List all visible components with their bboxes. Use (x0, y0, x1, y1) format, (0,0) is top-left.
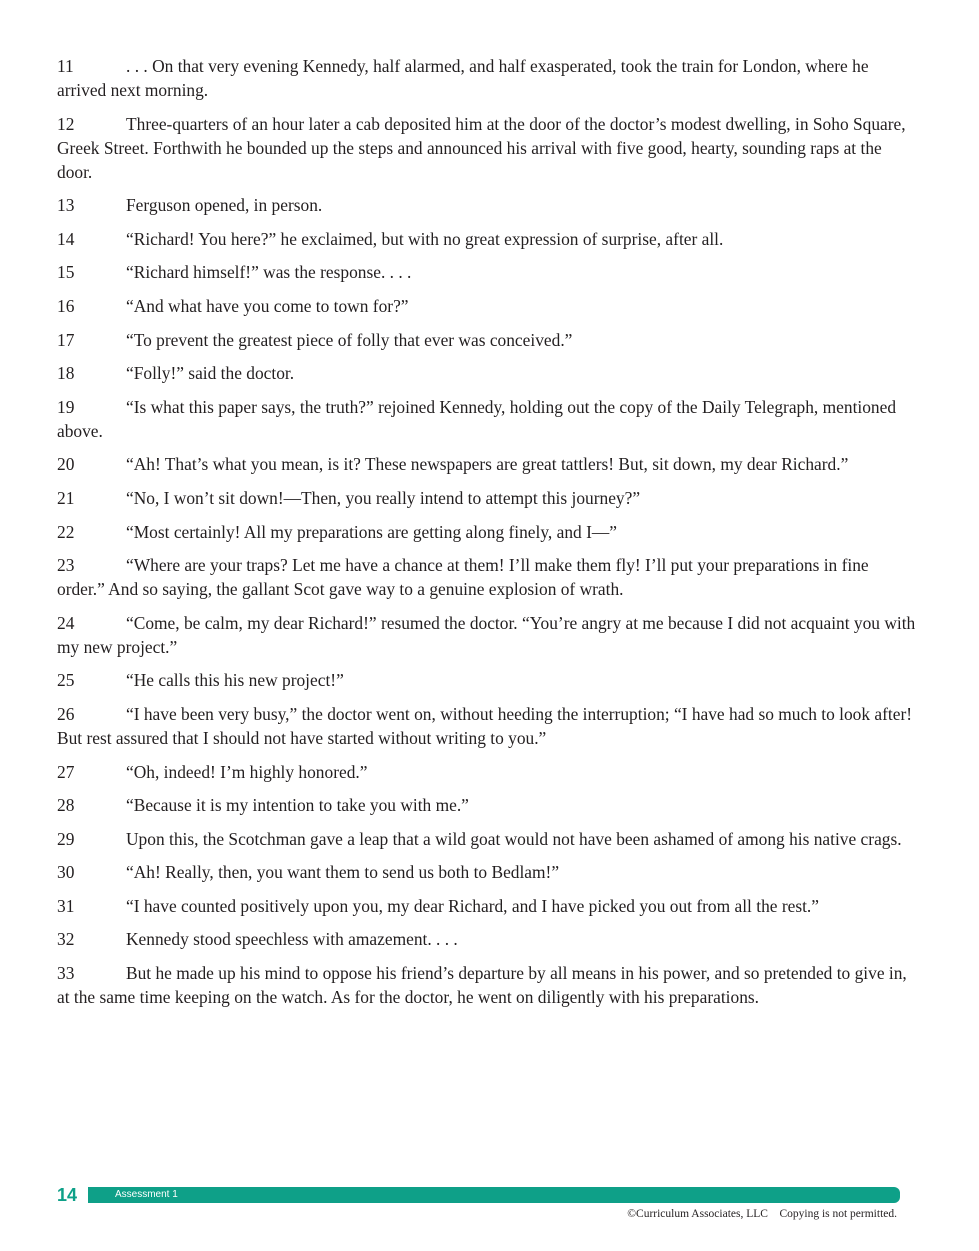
paragraph-16 (57, 294, 917, 318)
paragraph-number: 27 (57, 761, 75, 782)
paragraph-21 (57, 486, 917, 510)
paragraph-19 (57, 395, 917, 443)
paragraph-text: “Come, be calm, my dear Richard!” resumed the doctor. “You’re angry at me because I did not acquaint you with my new project.” (57, 612, 916, 657)
paragraph-number: 22 (57, 521, 75, 542)
paragraph-15 (57, 260, 917, 284)
paragraph-text: Upon this, the Scotchman gave a leap that a wild goat would not have been ashamed of among his native crags. (126, 828, 902, 849)
paragraph-number: 23 (57, 555, 75, 576)
paragraph-number: 20 (57, 454, 75, 475)
paragraph-30 (57, 860, 917, 884)
paragraph-number: 17 (57, 329, 75, 350)
paragraph-32 (57, 927, 917, 951)
paragraph-number: 25 (57, 670, 75, 691)
paragraph-number: 24 (57, 612, 75, 633)
copyright-notice: ©Curriculum Associates, LLC Copying is not permitted. (627, 1208, 897, 1220)
paragraph-number: 31 (57, 895, 75, 916)
paragraph-27 (57, 760, 917, 784)
paragraph-number: 16 (57, 295, 75, 316)
paragraph-number: 18 (57, 363, 75, 384)
paragraph-text: “Ah! Really, then, you want them to send us both to Bedlam!” (126, 862, 560, 883)
paragraph-number: 15 (57, 262, 75, 283)
paragraph-number: 13 (57, 195, 75, 216)
section-label: Assessment 1 (115, 1189, 178, 1200)
paragraph-text: Kennedy stood speechless with amazement. . . . (126, 929, 458, 950)
paragraph-text: But he made up his mind to oppose his friend’s departure by all means in his power, and so pretended to give in, at the same time keeping on the watch. As for the doctor, he went on diligently with his preparations. (57, 963, 907, 1008)
paragraph-number: 14 (57, 228, 75, 249)
paragraph-12 (57, 112, 917, 184)
page-number: 14 (57, 1185, 78, 1205)
paragraph-29 (57, 827, 917, 851)
paragraph-14 (57, 227, 917, 251)
paragraph-28 (57, 793, 917, 817)
paragraph-text: “Where are your traps? Let me have a chance at them! I’ll make them fly! I’ll put your preparations in fine order.” And so saying, the gallant Scot gave way to a genuine explosion of wrath. (57, 555, 869, 600)
footer-bar (88, 1187, 900, 1203)
paragraph-13 (57, 193, 917, 217)
paragraph-number: 11 (57, 56, 74, 76)
paragraph-text: “No, I won’t sit down!—Then, you really intend to attempt this journey?” (126, 487, 641, 508)
paragraph-text: “And what have you come to town for?” (126, 295, 409, 316)
paragraph-text: Ferguson opened, in person. (126, 195, 323, 216)
paragraph-text: “Oh, indeed! I’m highly honored.” (126, 761, 368, 782)
paragraph-31 (57, 894, 917, 918)
paragraph-text: “Is what this paper says, the truth?” rejoined Kennedy, holding out the copy of the Daily Telegraph, mentioned above. (57, 396, 897, 441)
paragraph-number: 12 (57, 113, 75, 134)
paragraph-22 (57, 520, 917, 544)
paragraph-20 (57, 452, 917, 476)
paragraph-number: 28 (57, 795, 75, 816)
paragraph-number: 19 (57, 396, 75, 417)
paragraph-text: . . . On that very evening Kennedy, half alarmed, and half exasperated, took the train for London, where he arrived next morning. (57, 56, 869, 100)
paragraph-text: “Most certainly! All my preparations are getting along finely, and I—” (126, 521, 617, 542)
paragraph-number: 29 (57, 828, 75, 849)
paragraph-text: “He calls this his new project!” (126, 670, 344, 691)
paragraph-number: 26 (57, 703, 75, 724)
paragraph-number: 33 (57, 963, 75, 984)
paragraph-text: “I have counted positively upon you, my dear Richard, and I have picked you out from all the rest.” (126, 895, 820, 916)
paragraph-number: 21 (57, 487, 75, 508)
paragraph-text: “Ah! That’s what you mean, is it? These newspapers are great tattlers! But, sit down, my dear Richard.” (126, 454, 849, 475)
paragraph-11 (57, 54, 917, 102)
paragraph-number: 30 (57, 862, 75, 883)
paragraph-text: “Because it is my intention to take you with me.” (126, 795, 469, 816)
paragraph-text: “Richard! You here?” he exclaimed, but with no great expression of surprise, after all. (126, 228, 724, 249)
paragraph-text: “Richard himself!” was the response. . . . (126, 262, 412, 283)
paragraph-24 (57, 611, 917, 659)
paragraph-17 (57, 328, 917, 352)
paragraph-text: “I have been very busy,” the doctor went on, without heeding the interruption; “I have had so much to look after! But rest assured that I should not have started without writing to you.” (57, 703, 913, 748)
paragraph-33 (57, 961, 917, 1009)
paragraph-26 (57, 702, 917, 750)
paragraph-18 (57, 361, 917, 385)
paragraph-23 (57, 553, 917, 601)
paragraph-text: “To prevent the greatest piece of folly that ever was conceived.” (126, 329, 573, 350)
paragraph-text: Three-quarters of an hour later a cab deposited him at the door of the doctor’s modest dwelling, in Soho Square, Greek Street. Forthwith he bounded up the steps and announced his arrival with five good, hearty, sounding raps at the door. (57, 113, 906, 182)
reading-passage (57, 54, 917, 1019)
paragraph-25 (57, 668, 917, 692)
paragraph-number: 32 (57, 929, 75, 950)
paragraph-text: “Folly!” said the doctor. (126, 363, 295, 384)
